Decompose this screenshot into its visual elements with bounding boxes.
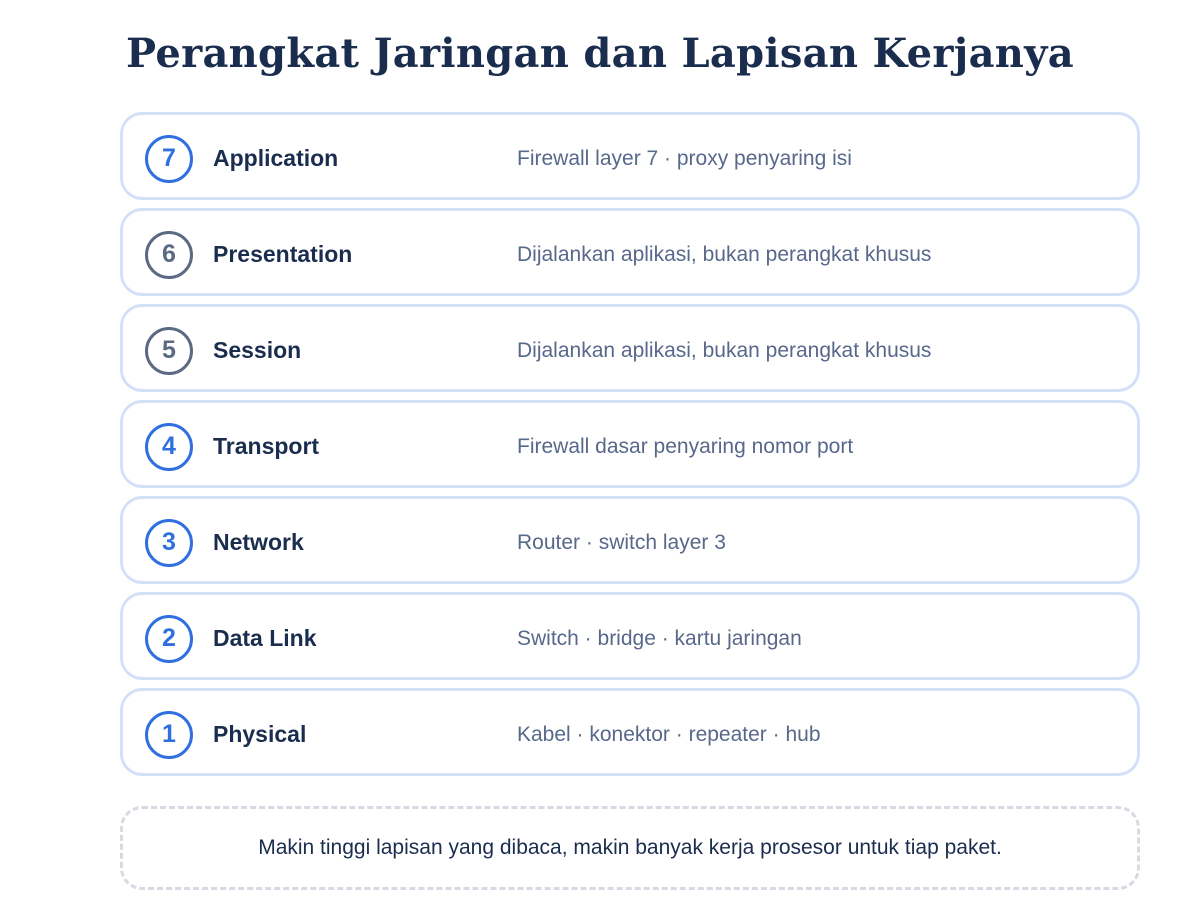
layer-name: Transport	[213, 433, 320, 459]
layer-row-data-link	[120, 592, 1140, 680]
layer-number-badge: 7	[145, 135, 193, 183]
layer-row-physical	[120, 688, 1140, 776]
page-title: Perangkat Jaringan dan Lapisan Kerjanya	[126, 30, 1074, 77]
layer-devices: Firewall layer 7 · proxy penyaring isi	[517, 147, 852, 170]
layer-name: Network	[213, 529, 304, 555]
layer-name: Physical	[213, 721, 307, 747]
layer-number-badge: 2	[145, 615, 193, 663]
layer-row-network	[120, 496, 1140, 584]
footer-note: Makin tinggi lapisan yang dibaca, makin banyak kerja prosesor untuk tiap paket.	[120, 806, 1140, 890]
layer-name: Session	[213, 337, 302, 363]
layer-name: Data Link	[213, 625, 317, 651]
layer-devices: Router · switch layer 3	[517, 531, 726, 554]
layer-devices: Kabel · konektor · repeater · hub	[517, 723, 821, 746]
layer-list	[120, 112, 1140, 784]
layer-name: Presentation	[213, 241, 353, 267]
layer-name: Application	[213, 145, 339, 171]
layer-row-application	[120, 112, 1140, 200]
layer-devices: Switch · bridge · kartu jaringan	[517, 627, 802, 650]
layer-row-presentation	[120, 208, 1140, 296]
layer-number-badge: 3	[145, 519, 193, 567]
layer-devices: Firewall dasar penyaring nomor port	[517, 435, 854, 458]
layer-devices: Dijalankan aplikasi, bukan perangkat khusus	[517, 243, 932, 266]
layer-number-badge: 5	[145, 327, 193, 375]
layer-number-badge: 6	[145, 231, 193, 279]
layer-devices: Dijalankan aplikasi, bukan perangkat khusus	[517, 339, 932, 362]
layer-row-session	[120, 304, 1140, 392]
layer-number-badge: 1	[145, 711, 193, 759]
layer-row-transport	[120, 400, 1140, 488]
layer-number-badge: 4	[145, 423, 193, 471]
